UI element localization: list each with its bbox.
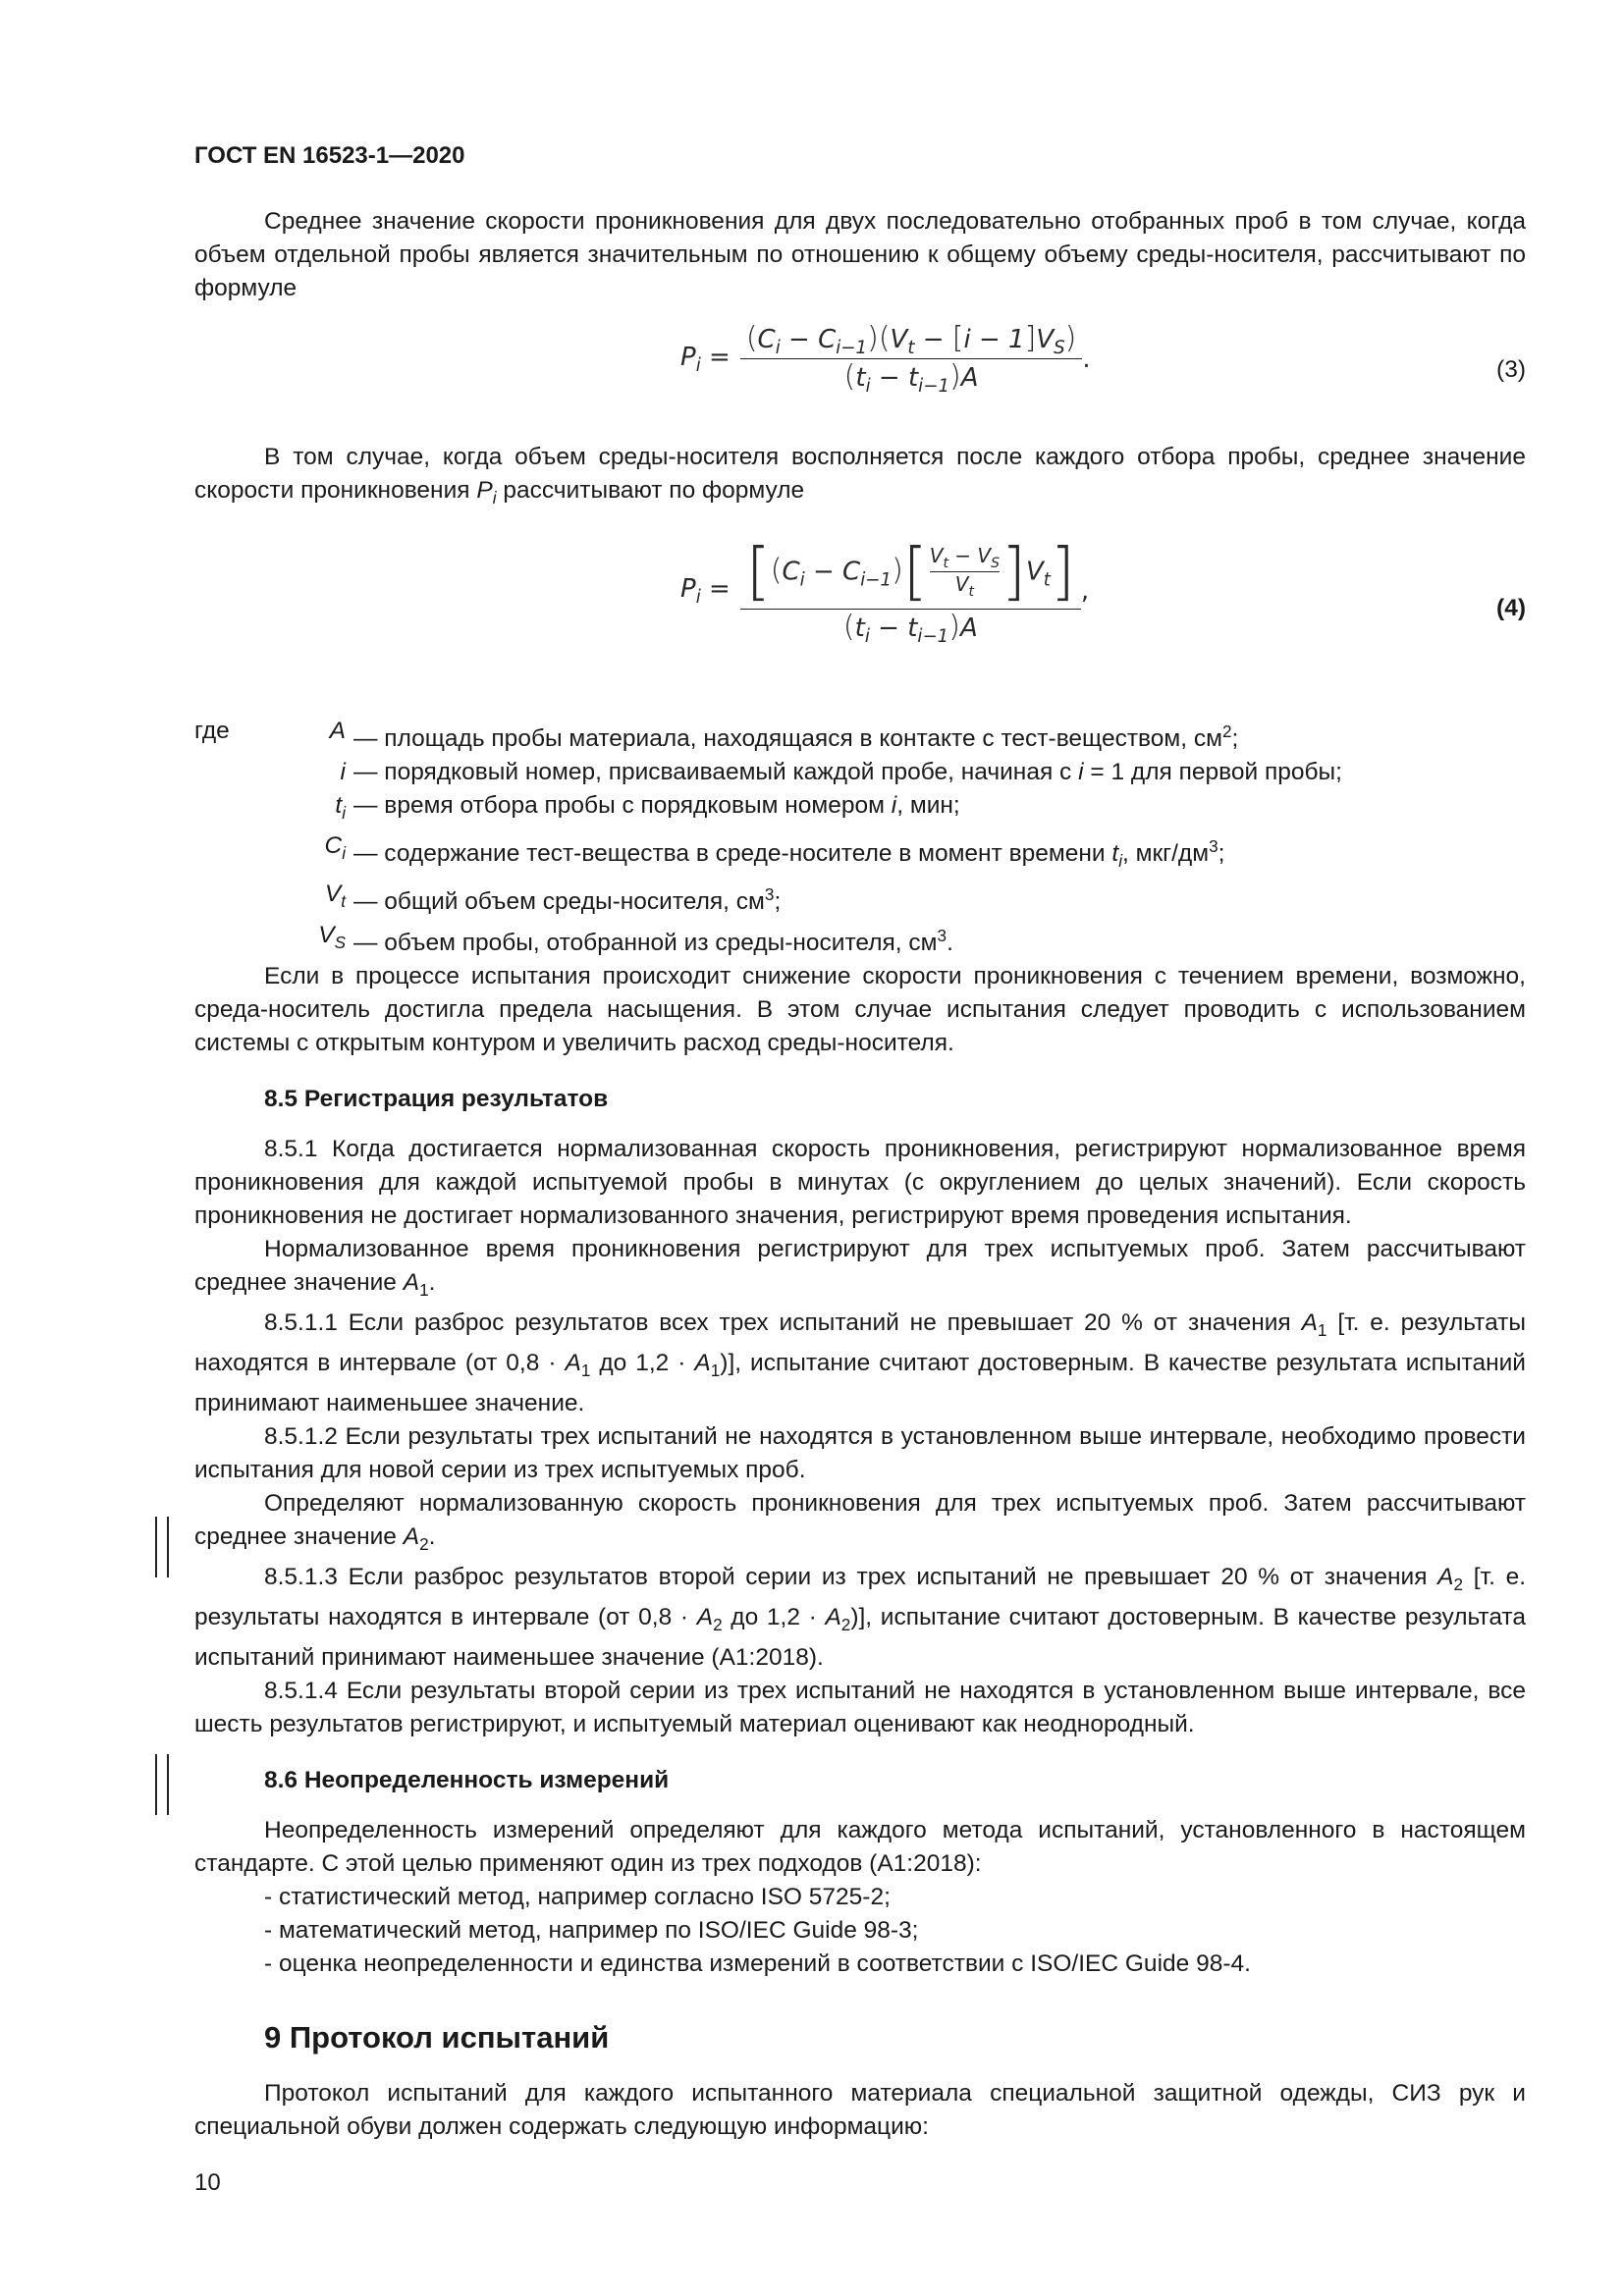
formula-4-number: (4) <box>1496 594 1526 621</box>
formula-3-expression: $P_i$ = $\frac{(C_i - C_{i-1})(V_t - [i - 1]V_S)}{(t_i - t_{i-1})A}$ . <box>680 321 1091 398</box>
where-list <box>194 715 1526 960</box>
section-8-6-title: 8.6 Неопределенность измерений <box>264 1766 670 1793</box>
where-symbol: i <box>340 759 346 786</box>
paragraph-intro: Среднее значение скорости проникновения для двух последовательно отобранных проб в том случае, когда объем отдельной пробы является значительным по отношению к общему объему среды-носителя, рассчитывают по формуле <box>194 208 1526 301</box>
paragraph-8-5-1: 8.5.1 Когда достигается нормализованная скорость проникновения, регистрируют нормализованное время проникновения для каждой испытуемой пробы в минутах (с округлением до целых значений). Если скорость проникновения не достигает нормализованного значения, регистрируют время проведения испытания. <box>194 1136 1526 1230</box>
where-item: — общий объем среды-носителя, $см^3$; <box>353 883 782 916</box>
where-symbol: A <box>329 717 346 744</box>
where-item: — время отбора пробы с порядковым номером i, мин; <box>353 792 960 820</box>
paragraph-8-5-1-mean: Нормализованное время проникновения регистрируют для трех испытуемых проб. Затем рассчитывают среднее значение $A_1$. <box>194 1236 1526 1301</box>
paragraph-8-6: Неопределенность измерений определяют для каждого метода испытаний, установленного в настоящем стандарте. С этой целью применяют один из трех подходов (A1:2018): <box>194 1816 1526 1877</box>
paragraph-refill: В том случае, когда объем среды-носителя восполняется после каждого отбора пробы, среднее значение скорости проникновения $P_i$ рассчитывают по формуле <box>194 444 1526 507</box>
where-item: — содержание тест-вещества в среде-носителе в момент времени $t_i$, мкг/$дм^3$; <box>353 835 1225 871</box>
change-bar-8-6 <box>155 1754 175 1815</box>
page-number: 10 <box>194 2169 221 2196</box>
paragraph-9: Протокол испытаний для каждого испытанного материала специальной защитной одежды, СИЗ рук и специальной обуви должен содержать следующую информацию: <box>194 2079 1526 2140</box>
list-item: - математический метод, например по ISO/IEC Guide 98-3; <box>264 1916 919 1944</box>
section-9-title: 9 Протокол испытаний <box>264 2019 610 2055</box>
formula-3 <box>194 315 1526 433</box>
formula-3-number: (3) <box>1496 356 1526 383</box>
list-item: - статистический метод, например согласно ISO 5725-2; <box>264 1883 891 1910</box>
where-symbol: $C_i$ <box>324 831 346 863</box>
document-code: ГОСТ EN 16523-1—2020 <box>194 142 465 169</box>
paragraph-8-5-1-3: 8.5.1.3 Если разброс результатов второй серии из трех испытаний не превышает 20 % от значения $A_2$ [т. е. результаты находятся в интервале (от $0,8 \cdot A_2$ до $1,2 \cdot A_2$)], испытание считают достоверным. В качестве результата испытаний принимают наименьшее значение (A1:2018). <box>194 1563 1527 1671</box>
where-symbol: $V_S$ <box>318 922 346 953</box>
where-item: — объем пробы, отобранной из среды-носителя, $см^3$. <box>353 926 953 957</box>
page-body <box>194 142 1526 2144</box>
paragraph-8-5-1-2: 8.5.1.2 Если результаты трех испытаний не находятся в установленном выше интервале, необходимо провести испытания для новой серии из трех испытуемых проб. <box>194 1422 1526 1483</box>
paragraph-saturation: Если в процессе испытания происходит снижение скорости проникновения с течением времени, возможно, среда-носитель достигла предела насыщения. В этом случае испытания следует проводить с использованием системы с открытым контуром и увеличить расход среды-носителя. <box>194 963 1526 1057</box>
where-item: — площадь пробы материала, находящаяся в контакте с тест-веществом, $см^2$; <box>353 721 1239 753</box>
where-label: где <box>194 717 230 744</box>
formula-4-expression: $P_i$ = [$(C_i - C_{i-1})$[ $\frac{V_t - V_S}{V_t}$ ]$V_t$] $(t_i - t_{i-1})A$ , <box>680 535 1090 648</box>
where-item: — порядковый номер, присваиваемый каждой пробе, начиная с i = 1 для первой пробы; <box>353 759 1342 786</box>
where-symbol: $V_t$ <box>324 880 346 911</box>
change-bar-8-5-1-3 <box>155 1517 175 1577</box>
paragraph-8-5-1-4: 8.5.1.4 Если результаты второй серии из трех испытаний не находятся в установленном выше интервале, все шесть результатов регистрируют, и испытуемый материал оценивают как неоднородный. <box>194 1677 1526 1737</box>
formula-4 <box>194 532 1526 701</box>
where-symbol: $t_i$ <box>335 792 346 823</box>
paragraph-8-5-1-1: 8.5.1.1 Если разброс результатов всех трех испытаний не превышает 20 % от значения $A_1$ [т. е. результаты находятся в интервале (от $0,8 \cdot A_1$ до $1,2 \cdot A_1$)], испытание считают достоверным. В качестве результата испытаний принимают наименьшее значение. <box>194 1309 1526 1416</box>
section-8-5-title: 8.5 Регистрация результатов <box>264 1086 609 1113</box>
paragraph-8-5-1-2-mean: Определяют нормализованную скорость проникновения для трех испытуемых проб. Затем рассчитывают среднее значение $A_2$. <box>194 1489 1526 1554</box>
list-item: - оценка неопределенности и единства измерений в соответствии с ISO/IEC Guide 98-4. <box>264 1949 1251 1977</box>
